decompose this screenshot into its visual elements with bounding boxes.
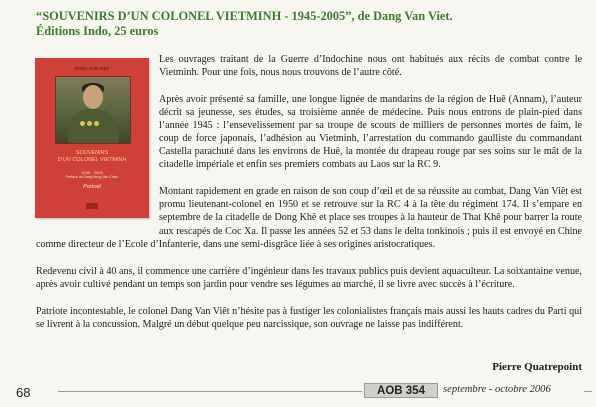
cover-subtitle: Préface de Dang Hong Van Chien xyxy=(65,175,119,179)
page-number: 68 xyxy=(16,385,31,400)
paragraph: Montant rapidement en grade en raison de son coup d’œil et de sa réussite au combat, Dang Van Viêt est promu lieutenant-colonel en 1950 et se retrouve sur la RC 4 à la tête du régiment 174. Il s’empare en septembre de la citadelle de Dong Khê et place ses troupes à la hauteur de That Khê pour barrer la route aux rescapés de Coc Xa. Il passe les années 52 et 53 dans le delta tonkinois ; puis il est envoyé en Chine comme directeur de l’Ecole d’Infanterie, dans une semi-disgrâce liée à ses origines aristocratiques. xyxy=(36,186,582,250)
footer-divider xyxy=(584,391,592,392)
article-body xyxy=(36,53,582,331)
publisher-price: Éditions Indo, 25 euros xyxy=(36,24,159,38)
footer-divider xyxy=(58,391,362,392)
cover-author-name: DANG VAN VIET xyxy=(74,66,110,71)
issue-date: septembre - octobre 2006 xyxy=(443,384,551,395)
paragraph: Patriote incontestable, le colonel Dang Van Viêt n’hésite pas à fustiger les colonialistes français mais aussi les hauts cadres du Parti qui se livrent à la concussion. Malgré un début quelque peu narcissique, son ouvrage ne laisse pas indifférent. xyxy=(36,305,582,330)
cover-series: Portrait xyxy=(83,184,101,190)
cover-title-line2: D’UN COLONEL VIETMINH xyxy=(57,157,127,163)
paragraph: Les ouvrages traitant de la Guerre d’Indochine nous ont habitués aux récits de combat contre le Vietminh. Pour une fois, nous nous trouvons de l’autre côté. xyxy=(159,54,582,79)
cover-years: 1945 - 2005 xyxy=(81,170,103,175)
article-title: “SOUVENIRS D’UN COLONEL VIETMINH - 1945-2005”, de Dang Van Viet. xyxy=(36,9,453,23)
paragraph: Après avoir présenté sa famille, une longue lignée de mandarins de la région de Huê (Annam), l’auteur décrit sa jeunesse, ses études, sa troisième année de médecine. Puis nous entrons de plain-pied dans l’année 1945 : l’ensevelissement par sa troupe de scouts de milliers de personnes mortes de faim, le coup de force japonais, l’adhésion au Vietminh, l’arrestation du commando gaulliste du commandant Castella parachuté dans les environs de Huê, la montée du drapeau rouge par ses soins sur le mât de la citadelle impériale et enfin ses premiers combats au Laos sur la RC 9. xyxy=(159,94,582,171)
article-author: Pierre Quatrepoint xyxy=(492,361,582,373)
cover-title-line1: SOUVENIRS xyxy=(75,150,109,156)
paragraph: Redevenu civil à 40 ans, il commence une carrière d’ingénieur dans les travaux publics puis devient aquaculteur. La soixantaine venue, après avoir cultivé pendant un temps son jardin pour vendre ses légumes au marché, il se livre avec succès à l’écriture. xyxy=(36,265,582,290)
cover-float-space xyxy=(36,53,159,233)
issue-badge: AOB 354 xyxy=(364,383,438,398)
